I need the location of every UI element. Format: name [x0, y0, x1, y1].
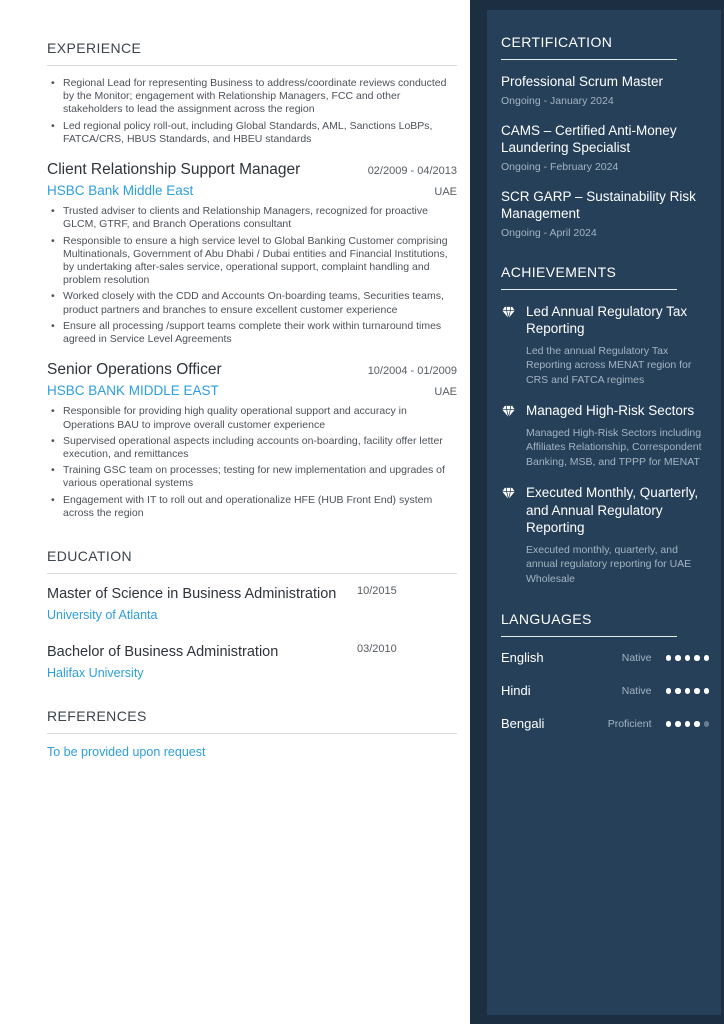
job-location: UAE	[434, 186, 457, 199]
proficiency-dot	[694, 721, 700, 727]
achievements-section	[501, 264, 709, 587]
school-name: Halifax University	[47, 665, 144, 680]
education-header	[47, 585, 457, 604]
language-name: Bengali	[501, 716, 545, 732]
gem-icon	[501, 486, 516, 586]
bullet-icon: •	[51, 405, 55, 418]
certification-entry	[501, 188, 709, 239]
job-header	[47, 361, 457, 379]
school-name: University of Atlanta	[47, 607, 158, 622]
achievement-body	[526, 402, 709, 469]
bullet-icon: •	[51, 119, 55, 132]
company-name: HSBC Bank Middle East	[47, 183, 194, 199]
achievements-heading: ACHIEVEMENTS	[501, 264, 677, 290]
education-entry	[47, 643, 457, 680]
job-dates: 10/2004 - 01/2009	[367, 365, 457, 378]
proficiency-dot	[704, 688, 710, 694]
language-row	[501, 650, 709, 665]
job-title: Client Relationship Support Manager	[47, 161, 301, 179]
education-date: 10/2015	[357, 585, 397, 598]
certification-title: Professional Scrum Master	[501, 74, 664, 89]
gem-icon	[501, 404, 516, 469]
bullet-item	[47, 235, 457, 288]
language-name: English	[501, 650, 544, 666]
education-entry	[47, 585, 457, 622]
experience-entry	[47, 161, 457, 346]
language-proficiency-dots	[666, 688, 710, 694]
bullet-text: Ensure all processing /support teams complete their work within turnaround times agreed in Service Level Agreements	[63, 319, 442, 346]
bullet-text: Led regional policy roll-out, including Global Standards, AML, Sanctions LoBPs, FATCA/CRS, HBUS Standards, and HBEU standards	[63, 119, 433, 145]
proficiency-dot	[685, 721, 691, 727]
company-name: HSBC BANK MIDDLE EAST	[47, 383, 219, 399]
bullet-text: Worked closely with the CDD and Accounts On-boarding teams, Securities teams, product partners and branches to ensure excellent customer experience	[63, 290, 444, 316]
education-header	[47, 643, 457, 662]
language-name: Hindi	[501, 683, 531, 699]
bullet-item	[47, 320, 457, 346]
job-title: Senior Operations Officer	[47, 361, 222, 379]
achievement-description: Led the annual Regulatory Tax Reporting across MENAT region for CRS and FATCA regimes	[526, 344, 692, 386]
job-location: UAE	[434, 386, 457, 399]
experience-heading: EXPERIENCE	[47, 40, 457, 66]
certification-section	[501, 34, 709, 239]
proficiency-dot	[704, 655, 710, 661]
bullet-item	[47, 494, 457, 520]
language-row	[501, 716, 709, 731]
achievement-title: Managed High-Risk Sectors	[526, 403, 695, 419]
language-row	[501, 683, 709, 698]
bullet-icon: •	[51, 77, 55, 89]
proficiency-dot	[685, 655, 691, 661]
company-row	[47, 183, 457, 198]
education-date: 03/2010	[357, 642, 397, 655]
bullet-item	[47, 290, 457, 316]
achievement-entry	[501, 484, 709, 586]
job-dates: 02/2009 - 04/2013	[367, 165, 457, 178]
proficiency-dot	[694, 655, 700, 661]
job-bullets	[47, 205, 457, 346]
sidebar-panel	[487, 10, 721, 1015]
bullet-item	[47, 405, 457, 431]
experience-intro-bullets	[47, 77, 457, 146]
proficiency-dot	[666, 721, 672, 727]
proficiency-dot	[675, 688, 681, 694]
achievement-body	[526, 484, 709, 586]
experience-section	[47, 40, 457, 520]
proficiency-dot	[666, 655, 672, 661]
bullet-text: Trusted adviser to clients and Relationship Managers, recognized for proactive GLCM, GTRF, and Branch Operations consultant	[63, 205, 428, 231]
bullet-item	[47, 435, 457, 461]
language-proficiency-dots	[666, 655, 710, 661]
certification-period: Ongoing - February 2024	[501, 160, 619, 173]
bullet-item	[47, 464, 457, 490]
bullet-icon: •	[51, 319, 55, 332]
bullet-text: Responsible to ensure a high service level to Global Banking Customer comprising Multinationals, Government of Abu Dhabi / Dubai entities and Financial Institutions, by undertaking after-sales service, operational support, complaint handling and problem resolution	[63, 234, 448, 287]
proficiency-dot	[694, 688, 700, 694]
proficiency-dot	[685, 688, 691, 694]
company-row	[47, 383, 457, 398]
certification-entry	[501, 122, 709, 173]
languages-section	[501, 611, 709, 731]
language-level: Native	[621, 684, 652, 697]
achievement-description: Managed High-Risk Sectors including Affiliates Relationship, Correspondent Banking, MSB, and TPPP for MENAT	[526, 426, 702, 468]
bullet-icon: •	[51, 434, 55, 447]
bullet-icon: •	[51, 493, 55, 506]
achievement-title: Led Annual Regulatory Tax Reporting	[526, 303, 688, 337]
achievement-body	[526, 303, 709, 388]
degree-title: Master of Science in Business Administration	[47, 586, 337, 603]
references-heading: REFERENCES	[47, 708, 457, 734]
certification-entry	[501, 73, 709, 107]
bullet-text: Regional Lead for representing Business to address/coordinate reviews conducted by the Monitor; engagement with Relationship Managers, FCC and other stakeholders to lead the assignment across the region	[63, 77, 447, 116]
bullet-icon: •	[51, 290, 55, 303]
achievement-title: Executed Monthly, Quarterly, and Annual Regulatory Reporting	[526, 485, 699, 536]
gem-icon	[501, 305, 516, 388]
resume-main-column	[47, 40, 457, 787]
job-bullets	[47, 405, 457, 520]
education-heading: EDUCATION	[47, 548, 457, 574]
bullet-icon: •	[51, 464, 55, 477]
achievement-entry	[501, 303, 709, 388]
certification-title: SCR GARP – Sustainability Risk Management	[501, 188, 696, 222]
experience-entry	[47, 361, 457, 520]
proficiency-dot	[675, 655, 681, 661]
certification-period: Ongoing - January 2024	[501, 94, 614, 107]
languages-heading: LANGUAGES	[501, 611, 677, 637]
bullet-text: Engagement with IT to roll out and operationalize HFE (HUB Front End) system across the region	[63, 493, 433, 519]
bullet-text: Supervised operational aspects including accounts on-boarding, facility offer letter execution, and remittances	[63, 434, 443, 460]
certification-period: Ongoing - April 2024	[501, 226, 597, 239]
achievement-description: Executed monthly, quarterly, and annual regulatory reporting for UAE Wholesale	[526, 543, 692, 585]
resume-sidebar	[470, 0, 724, 1024]
proficiency-dot	[675, 721, 681, 727]
language-level: Proficient	[607, 717, 652, 730]
bullet-text: Responsible for providing high quality operational support and accuracy in Operations BAU to improve overall customer experience	[63, 405, 407, 431]
achievement-entry	[501, 402, 709, 469]
bullet-item	[47, 205, 457, 231]
bullet-item	[47, 77, 457, 117]
bullet-icon: •	[51, 234, 55, 247]
bullet-text: Training GSC team on processes; testing for new implementation and upgrades of various operational systems	[63, 464, 445, 490]
certification-title: CAMS – Certified Anti-Money Laundering Specialist	[501, 122, 677, 156]
language-proficiency-dots	[666, 721, 710, 727]
education-section	[47, 548, 457, 680]
bullet-item	[47, 120, 457, 146]
degree-title: Bachelor of Business Administration	[47, 643, 279, 660]
references-section	[47, 708, 457, 759]
bullet-icon: •	[51, 205, 55, 218]
references-note: To be provided upon request	[47, 744, 206, 759]
job-header	[47, 161, 457, 179]
proficiency-dot	[704, 721, 710, 727]
certification-heading: CERTIFICATION	[501, 34, 677, 60]
proficiency-dot	[666, 688, 672, 694]
language-level: Native	[621, 651, 652, 664]
